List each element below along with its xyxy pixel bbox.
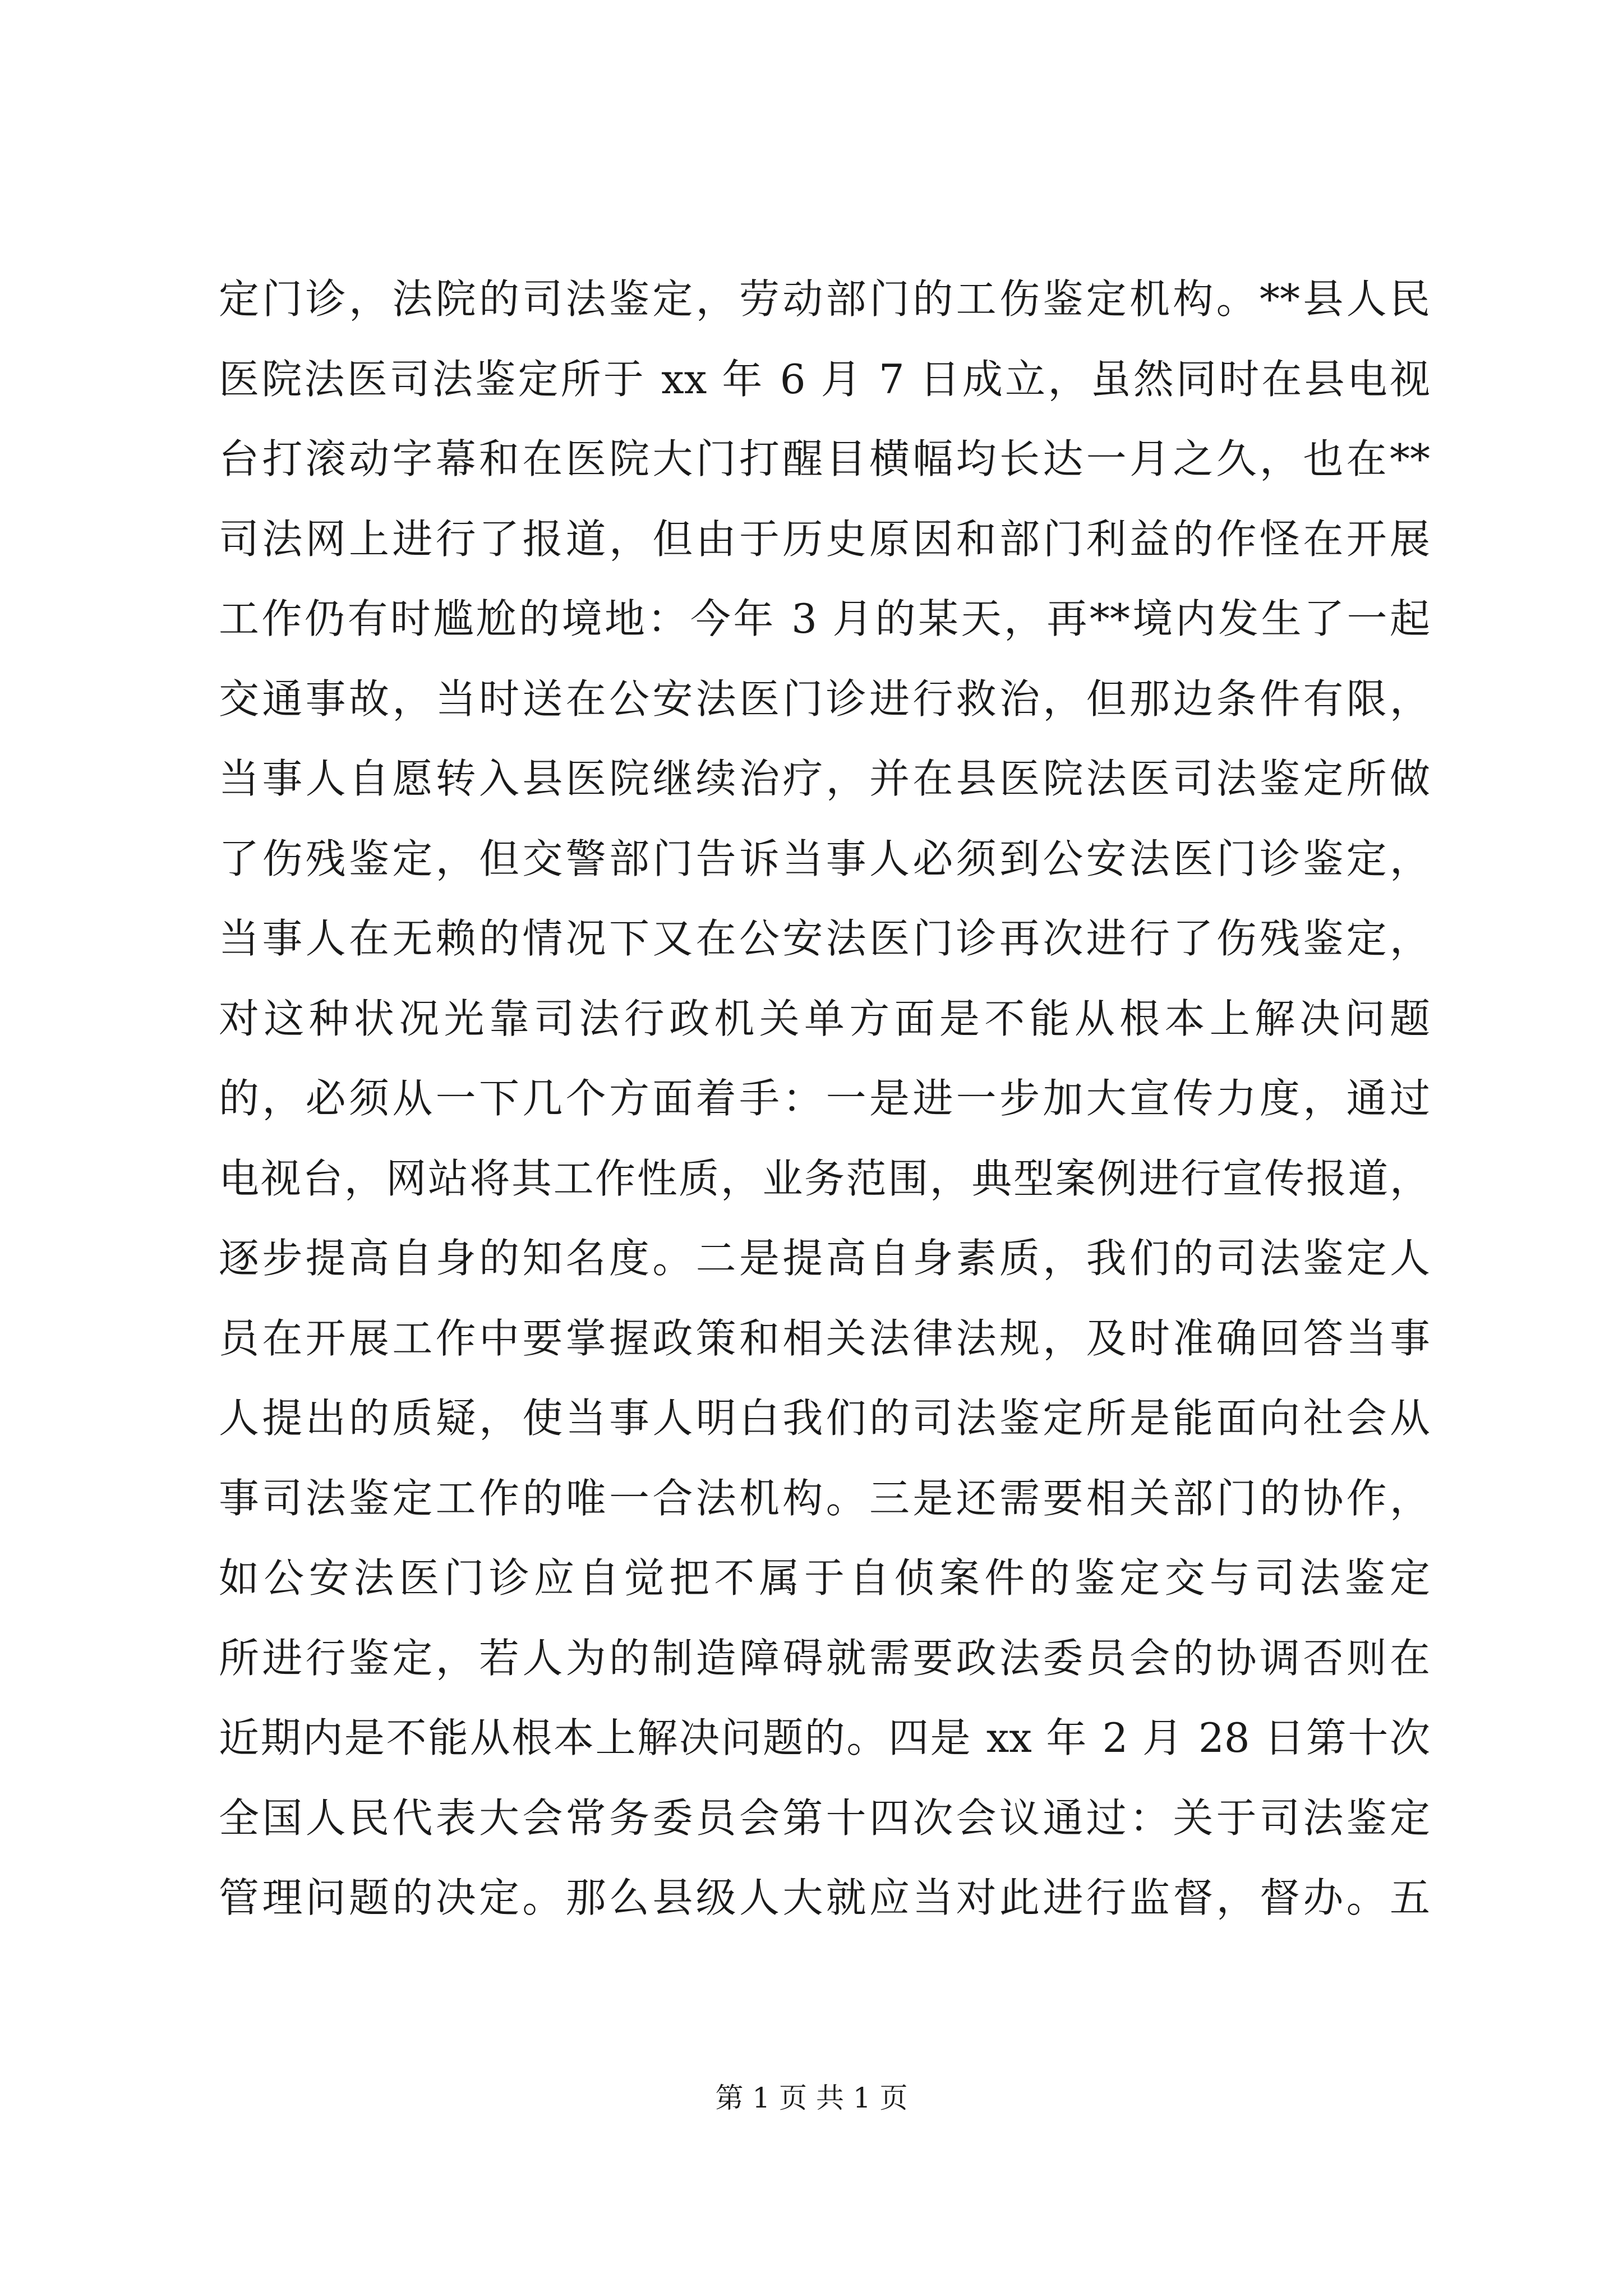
text-line: 逐步提高自身的知名度。二是提高自身素质，我们的司法鉴定人 xyxy=(219,1235,1430,1282)
text-line: 电视台，网站将其工作性质，业务范围，典型案例进行宣传报道， xyxy=(219,1154,1430,1202)
text-line: 所进行鉴定，若人为的制造障碍就需要政法委员会的协调否则在 xyxy=(219,1634,1430,1682)
text-line: 事司法鉴定工作的唯一合法机构。三是还需要相关部门的协作， xyxy=(219,1474,1430,1522)
text-line: 医院法医司法鉴定所于 xx 年 6 月 7 日成立，虽然同时在县电视 xyxy=(219,355,1430,403)
body-text xyxy=(219,259,1430,1938)
text-line: 交通事故，当时送在公安法医门诊进行救治，但那边条件有限， xyxy=(219,675,1430,723)
page-footer xyxy=(0,2076,1623,2120)
page-number-label: 第 1 页 共 1 页 xyxy=(715,2082,908,2114)
text-line: 的，必须从一下几个方面着手：一是进一步加大宣传力度，通过 xyxy=(219,1075,1430,1122)
text-line: 对这种状况光靠司法行政机关单方面是不能从根本上解决问题 xyxy=(219,995,1430,1042)
text-line: 当事人自愿转入县医院继续治疗，并在县医院法医司法鉴定所做 xyxy=(219,755,1430,802)
text-line: 工作仍有时尴尬的境地：今年 3 月的某天，再**境内发生了一起 xyxy=(219,595,1430,642)
text-line: 员在开展工作中要掌握政策和相关法律法规，及时准确回答当事 xyxy=(219,1314,1430,1362)
text-line: 定门诊，法院的司法鉴定，劳动部门的工伤鉴定机构。**县人民 xyxy=(219,275,1430,323)
text-line: 台打滚动字幕和在医院大门打醒目横幅均长达一月之久，也在** xyxy=(219,435,1430,482)
text-line: 全国人民代表大会常务委员会第十四次会议通过：关于司法鉴定 xyxy=(219,1794,1430,1842)
text-line: 人提出的质疑，使当事人明白我们的司法鉴定所是能面向社会从 xyxy=(219,1395,1430,1442)
text-line: 近期内是不能从根本上解决问题的。四是 xx 年 2 月 28 日第十次 xyxy=(219,1714,1430,1761)
text-line: 了伤残鉴定，但交警部门告诉当事人必须到公安法医门诊鉴定， xyxy=(219,835,1430,882)
text-line: 如公安法医门诊应自觉把不属于自侦案件的鉴定交与司法鉴定 xyxy=(219,1554,1430,1602)
text-line: 司法网上进行了报道，但由于历史原因和部门利益的作怪在开展 xyxy=(219,515,1430,563)
text-line: 管理问题的决定。那么县级人大就应当对此进行监督，督办。五 xyxy=(219,1874,1430,1921)
text-line: 当事人在无赖的情况下又在公安法医门诊再次进行了伤残鉴定， xyxy=(219,915,1430,962)
